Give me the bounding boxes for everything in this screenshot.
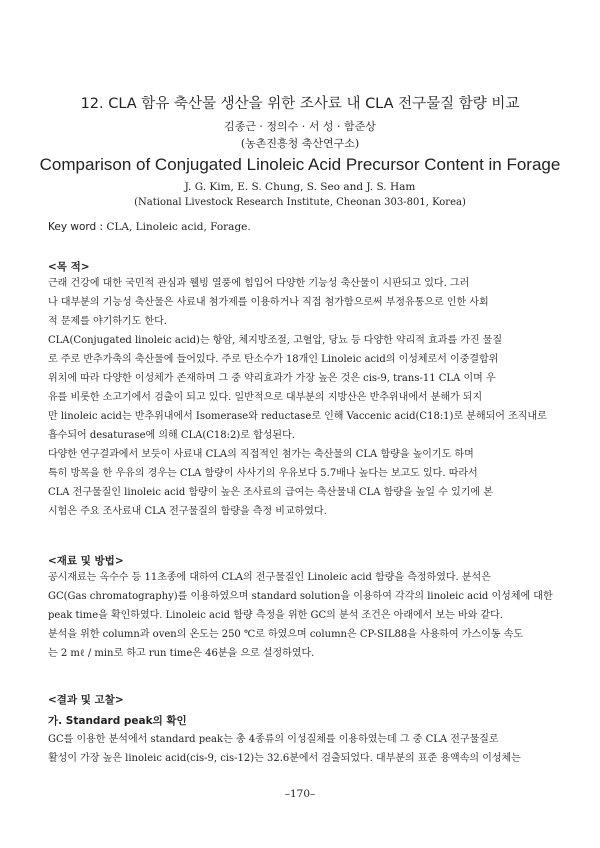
text-line: 흡수되어 desaturase에 의해 CLA(C18:2)로 합성된다. bbox=[48, 430, 295, 441]
authors-english: J. G. Kim, E. S. Chung, S. Seo and J. S. Ham bbox=[184, 181, 416, 193]
section-heading-results: <결과 및 고찰> bbox=[48, 694, 124, 706]
text-line: peak time을 확인하였다. Linoleic acid 함량 측정을 위한 GC의 분석 조건은 아래에서 보는 바와 같다. bbox=[48, 610, 503, 621]
text-line: 위치에 따라 다양한 이성체가 존재하며 그 중 약리효과가 가장 높은 것은 cis-9, trans-11 CLA 이며 우 bbox=[48, 373, 496, 384]
text-line: GC(Gas chromatography)를 이용하였으며 standard solution을 이용하여 각각의 linoleic acid 이성체에 대한 bbox=[48, 591, 553, 602]
affiliation-korean: (농촌진흥청 축산연구소) bbox=[240, 137, 360, 150]
results-paragraph bbox=[48, 730, 553, 768]
paper-title-english: Comparison of Conjugated Linoleic Acid Precursor Content in Forage bbox=[39, 155, 561, 174]
materials-paragraph bbox=[48, 568, 553, 663]
text-line: 적 문제를 야기하기도 한다. bbox=[48, 316, 167, 327]
page-number: –170– bbox=[284, 788, 316, 800]
text-line: 시험은 주요 조사료내 CLA 전구물질의 함량을 측정 비교하였다. bbox=[48, 506, 327, 517]
text-line: CLA(Conjugated linoleic acid)는 항암, 체지방조절, 고혈압, 당뇨 등 다양한 약리적 효과를 가진 물질 bbox=[48, 335, 503, 346]
section-heading-materials: <재료 및 방법> bbox=[48, 555, 124, 567]
authors-korean: 김종근 · 정의수 · 서 성 · 함준상 bbox=[224, 120, 376, 133]
text-line: 분석을 위한 column과 oven의 온도는 250 ℃로 하였으며 column은 CP-SIL88을 사용하여 가스이동 속도 bbox=[48, 629, 524, 640]
text-line: 근래 건강에 대한 국민적 관심과 웰빙 열풍에 힘입어 다양한 기능성 축산물이 시판되고 있다. 그러 bbox=[48, 278, 470, 289]
affiliation-english: (National Livestock Research Institute, Cheonan 303-801, Korea) bbox=[134, 197, 466, 208]
text-line: 다양한 연구결과에서 보듯이 사료내 CLA의 직접적인 첨가는 축산물의 CLA 함량을 높이기도 하며 bbox=[48, 449, 474, 460]
text-line: 나 대부분의 기능성 축산물은 사료내 첨가제를 이용하거나 직접 첨가함으로써 부정유통으로 인한 사회 bbox=[48, 297, 489, 308]
text-line: 활성이 가장 높은 linoleic acid(cis-9, cis-12)는 32.6분에서 검출되었다. 대부분의 표준 용액속의 이성체는 bbox=[48, 753, 521, 764]
text-line: CLA 전구물질인 linoleic acid 함량이 높은 조사료의 급여는 축산물내 CLA 함량을 높일 수 있기에 본 bbox=[48, 487, 493, 498]
purpose-paragraphs bbox=[48, 274, 553, 521]
section-heading-purpose: <목 적> bbox=[48, 261, 90, 273]
keyword-label: Key word : bbox=[48, 221, 104, 233]
paper-title-korean: 12. CLA 함유 축산물 생산을 위한 조사료 내 CLA 전구물질 함량 비교 bbox=[80, 96, 520, 112]
keyword-text: CLA, Linoleic acid, Forage. bbox=[106, 221, 251, 233]
text-line: 는 2 mℓ / min로 하고 run time은 46분을 으로 설정하였다. bbox=[48, 648, 315, 659]
text-line: 로 주로 반추가축의 축산물에 들어있다. 주로 탄소수가 18개인 Linoleic acid의 이성체로서 이중결합위 bbox=[48, 354, 499, 365]
text-line: 특히 방목을 한 우유의 경우는 CLA 함량이 사사기의 우유보다 5.7배나 높다는 보고도 있다. 따라서 bbox=[48, 468, 478, 479]
keywords bbox=[48, 221, 251, 233]
text-line: 공시재료는 옥수수 등 11초종에 대하여 CLA의 전구물질인 Linoleic acid 함량을 측정하였다. 분석은 bbox=[48, 572, 491, 583]
text-line: 만 linoleic acid는 반추위내에서 Isomerase와 reductase로 인해 Vaccenic acid(C18:1)로 분해되어 조직내로 bbox=[48, 411, 547, 422]
subsection-heading-standard-peak: 가. Standard peak의 확인 bbox=[48, 715, 187, 727]
text-line: 유를 비롯한 소고기에서 검출이 되고 있다. 일반적으로 대부분의 지방산은 반추위내에서 분해가 되지 bbox=[48, 392, 483, 403]
text-line: GC를 이용한 분석에서 standard peak는 총 4종류의 이성질체를 이용하였는데 그 중 CLA 전구물질로 bbox=[48, 734, 499, 745]
